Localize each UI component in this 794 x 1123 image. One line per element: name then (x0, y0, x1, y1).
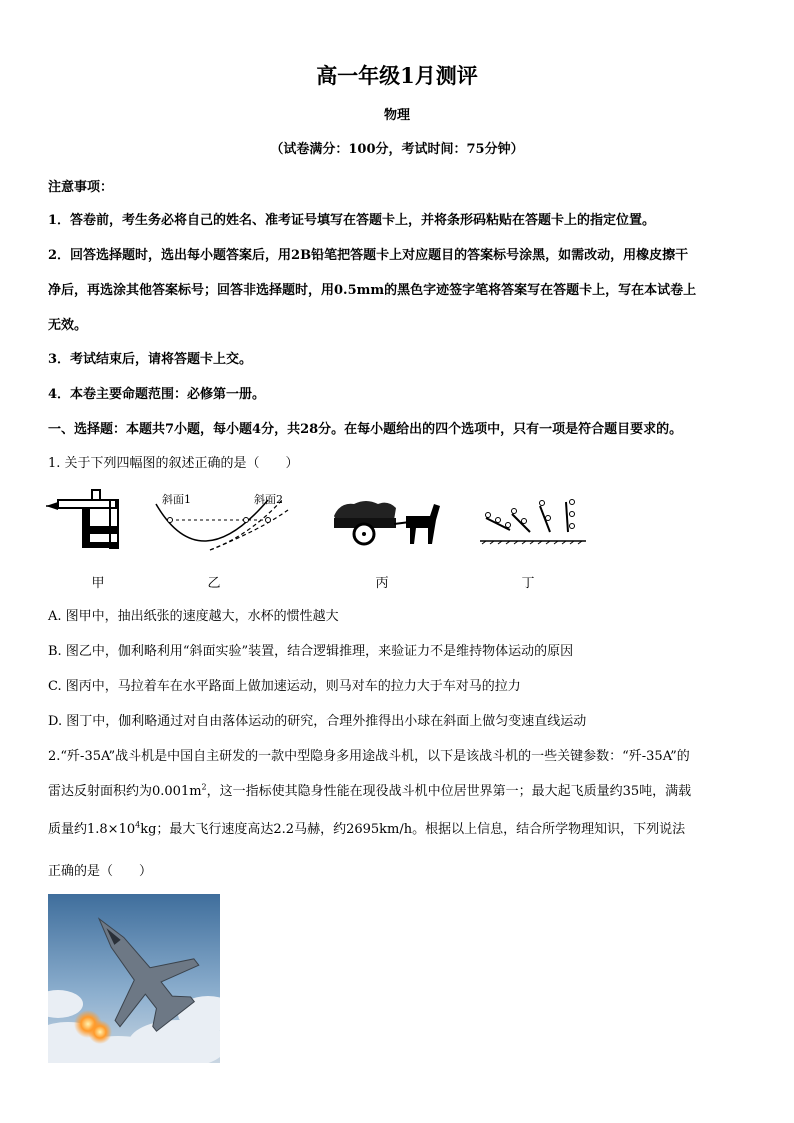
exam-meta: （试卷满分：100分，考试时间：75分钟） (270, 142, 524, 157)
q2-line-4: 正确的是（ ） (48, 864, 153, 879)
figure-label-ding: 丁 (521, 576, 535, 591)
fig-ding-vertical (566, 502, 568, 532)
figure-label-jia: 甲 (91, 576, 105, 591)
q1-option-b: B. 图乙中，伽利略利用“斜面实验”装置，结合逻辑推理，来验证力不是维持物体运动的原因 (48, 644, 574, 659)
subject-label: 物理 (383, 108, 410, 123)
fig-yi-label-slope-2: 斜面2 (254, 493, 283, 506)
notice-item-1: 1．答卷前，考生务必将自己的姓名、准考证号填写在答题卡上，并将条形码粘贴在答题卡上的指定位置。 (48, 213, 656, 228)
fig-jia-cup-base (58, 500, 116, 508)
notice-item-2-line-2: 净后，再选涂其他答案标号；回答非选择题时，用0.5mm的黑色字迹签字笔将答案写在答题卡上，写在本试卷上 (48, 283, 697, 298)
figure-jia (44, 486, 124, 558)
fig-bing-cargo (334, 501, 396, 520)
fighter-jet-photo (48, 894, 220, 1063)
figure-ding (478, 496, 588, 546)
notice-item-4: 4．本卷主要命题范围：必修第一册。 (48, 387, 266, 402)
notice-item-2-line-1: 2．回答选择题时，选出每小题答案后，用2B铅笔把答题卡上对应题目的答案标号涂黑，如需改动，用橡皮擦干 (48, 248, 689, 263)
figure-label-bing: 丙 (375, 576, 389, 591)
figure-yi (150, 490, 290, 560)
fig-bing-horse (406, 504, 440, 544)
fig-yi-ball-2 (244, 518, 249, 523)
fig-jia-base (82, 542, 118, 548)
page-title: 高一年级1月测评 (316, 63, 478, 88)
q2-line-3: 质量约$1.8\times 10^4kg$；最大飞行速度高达2.2马赫，约2695km/h。根据以上信息，结合所学物理知识，下列说法 (48, 820, 686, 837)
fig-yi-curve-2 (210, 500, 282, 550)
question-1-stem: 1. 关于下列四幅图的叙述正确的是（ ） (48, 456, 299, 471)
section-1-heading: 一、选择题：本题共7小题，每小题4分，共28分。在每小题给出的四个选项中，只有一项是符合题目要求的。 (48, 422, 683, 437)
q1-option-d: D. 图丁中，伽利略通过对自由落体运动的研究，合理外推得出小球在斜面上做匀变速直线运动 (48, 714, 587, 729)
q1-option-a: A. 图甲中，抽出纸张的速度越大，水杯的惯性越大 (48, 609, 339, 624)
fig-yi-ball-3 (266, 518, 271, 523)
figure-bing (330, 494, 444, 548)
notice-heading: 注意事项： (48, 180, 114, 195)
figure-label-yi: 乙 (207, 576, 221, 591)
q2-line-2: 雷达反射面积约为$0.001m^2$，这一指标使其隐身性能在现役战斗机中位居世界第一；最大起飞质量约35吨，满载 (48, 782, 692, 799)
photo-afterburner-2 (88, 1020, 112, 1044)
notice-item-2-line-3: 无效。 (48, 318, 88, 333)
q2-line-1: 2.“歼-35A”战斗机是中国自主研发的一款中型隐身多用途战斗机，以下是该战斗机的一些关键参数：“歼-35A”的 (48, 749, 690, 764)
fig-jia-cup (92, 490, 100, 500)
fig-yi-label-slope-1: 斜面1 (162, 493, 191, 506)
fig-yi-ball-1 (168, 518, 173, 523)
q1-option-c: C. 图丙中，马拉着车在水平路面上做加速运动，则马对车的拉力大于车对马的拉力 (48, 679, 521, 694)
notice-item-3: 3．考试结束后，请将答题卡上交。 (48, 352, 253, 367)
fig-ding-incline-2 (512, 514, 530, 532)
